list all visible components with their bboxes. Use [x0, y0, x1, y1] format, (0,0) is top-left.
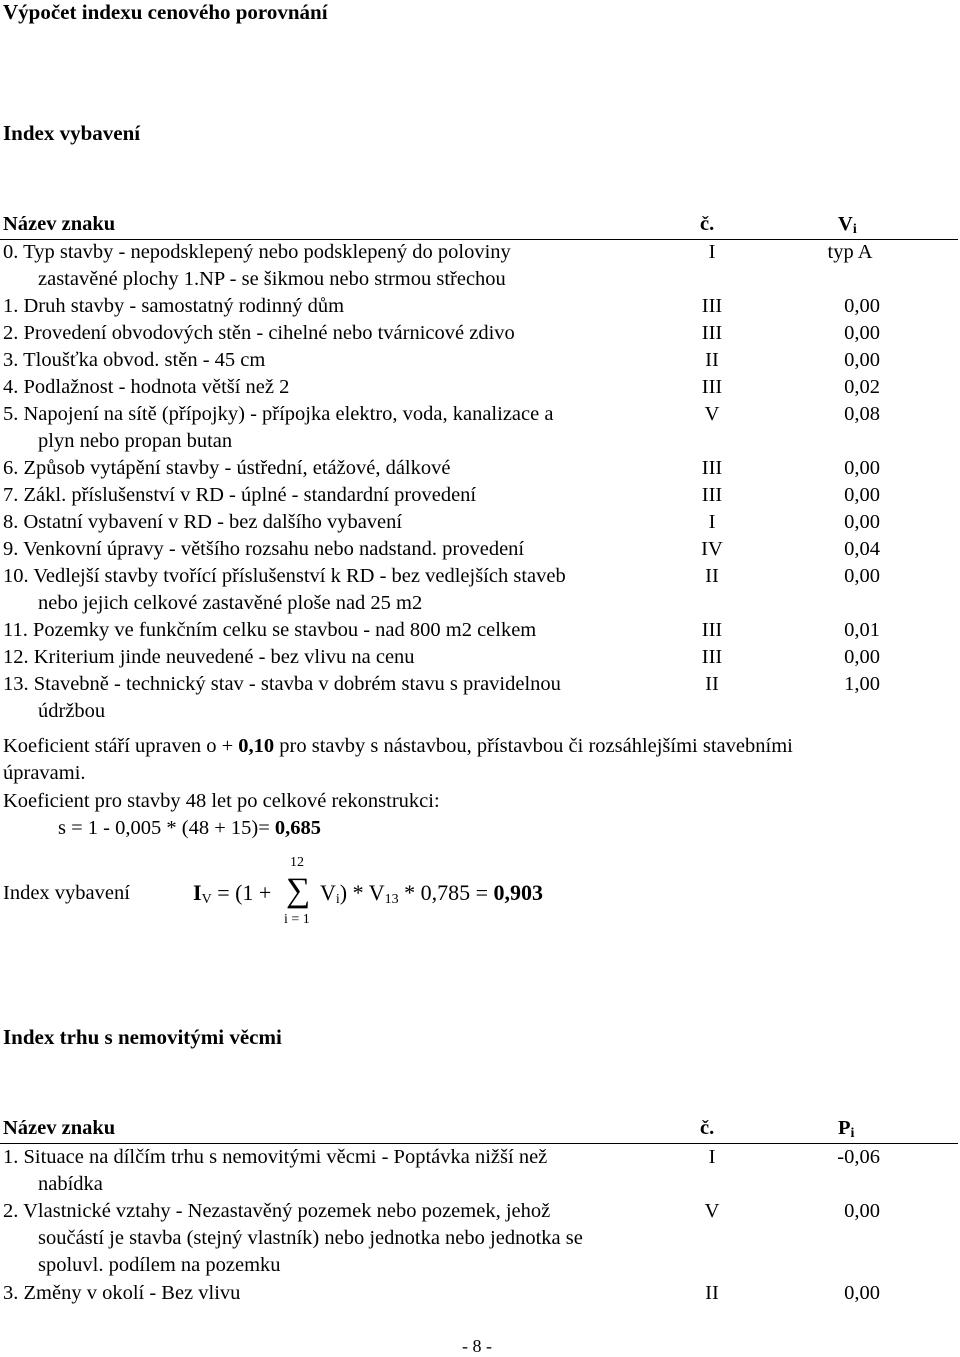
col-header-value: $V_i$ — [838, 213, 857, 237]
table-row: 2. Vlastnické vztahy - Nezastavěný pozemek nebo pozemek, jehož součástí je stavba (stejný vlastník) nebo jednotka nebo jednotka se spoluvl. podílem na pozemku V 0,00 — [3, 1200, 880, 1276]
col-header-name: Název znaku — [3, 1117, 116, 1139]
col-header-name: Název znaku — [3, 213, 116, 235]
index-vybaveni-formula-rest: $V_i) * V_{13} * 0,785 = 0,903$ — [320, 880, 544, 907]
col-header-number: č. — [700, 213, 715, 235]
table-row: 12. Kriterium jinde neuvedené - bez vlivu na cenu III 0,00 — [3, 646, 880, 668]
note-koeficient-rekonstrukce: Koeficient pro stavby 48 let po celkové rekonstrukci: — [3, 790, 440, 812]
header-rule — [0, 239, 958, 240]
index-vybaveni-label: Index vybavení — [3, 882, 130, 904]
table-row: 9. Venkovní úpravy - většího rozsahu nebo nadstand. provedení IV 0,04 — [3, 538, 880, 560]
sum-upper-limit: 12 — [290, 855, 304, 870]
table-row: 8. Ostatní vybavení v RD - bez dalšího vybavení I 0,00 — [3, 511, 880, 533]
sum-lower-limit: i = 1 — [284, 912, 310, 927]
document-title: Výpočet indexu cenového porovnání — [3, 0, 328, 24]
page-number: - 8 - — [462, 1336, 492, 1356]
table-row: 11. Pozemky ve funkčním celku se stavbou - nad 800 m2 celkem III 0,01 — [3, 619, 880, 641]
table-row: 7. Zákl. příslušenství v RD - úplné - standardní provedení III 0,00 — [3, 484, 880, 506]
table-row: 1. Situace na dílčím trhu s nemovitými věcmi - Poptávka nižší než nabídka I -0,06 — [3, 1146, 880, 1195]
header-rule — [0, 1143, 958, 1144]
table-row: 5. Napojení na sítě (přípojky) - přípojka elektro, voda, kanalizace a plyn nebo propan butan V 0,08 — [3, 403, 880, 452]
table-row: 1. Druh stavby - samostatný rodinný dům III 0,00 — [3, 295, 880, 317]
table-row: 10. Vedlejší stavby tvořící příslušenství k RD - bez vedlejších staveb nebo jejich celkové zastavěné ploše nad 25 m2 II 0,00 — [3, 565, 880, 614]
table-row: 3. Tloušťka obvod. stěn - 45 cm II 0,00 — [3, 349, 880, 371]
index-vybaveni-formula: $I_V = (1$ + — [193, 880, 272, 907]
section-heading-vybaveni: Index vybavení — [3, 121, 141, 145]
col-header-value: $P_i$ — [838, 1117, 855, 1141]
table-row: 3. Změny v okolí - Bez vlivu II 0,00 — [3, 1282, 880, 1304]
table-row: 4. Podlažnost - hodnota větší než 2 III 0,02 — [3, 376, 880, 398]
table-row: 0. Typ stavby - nepodsklepený nebo podsklepený do poloviny zastavěné plochy 1.NP - se šikmou nebo strmou střechou I typ A — [3, 241, 873, 290]
table-row: 13. Stavebně - technický stav - stavba v dobrém stavu s pravidelnou údržbou II 1,00 — [3, 673, 880, 722]
table-row: 6. Způsob vytápění stavby - ústřední, etážové, dálkové III 0,00 — [3, 457, 880, 479]
note-koeficient-stari: Koeficient stáří upraven o + 0,10 pro stavby s nástavbou, přístavbou či rozsáhlejšími stavebními — [3, 735, 793, 757]
section-heading-trh: Index trhu s nemovitými věcmi — [3, 1025, 282, 1049]
table-row: 2. Provedení obvodových stěn - cihelné nebo tvárnicové zdivo III 0,00 — [3, 322, 880, 344]
formula-s: s = 1 - 0,005 * (48 + 15)= 0,685 — [58, 817, 322, 839]
col-header-number: č. — [700, 1117, 715, 1139]
note-koeficient-stari-cont: úpravami. — [3, 762, 86, 784]
sum-symbol: ∑ — [286, 872, 311, 909]
trh-table — [0, 1146, 960, 1309]
vybaveni-table — [0, 241, 960, 727]
